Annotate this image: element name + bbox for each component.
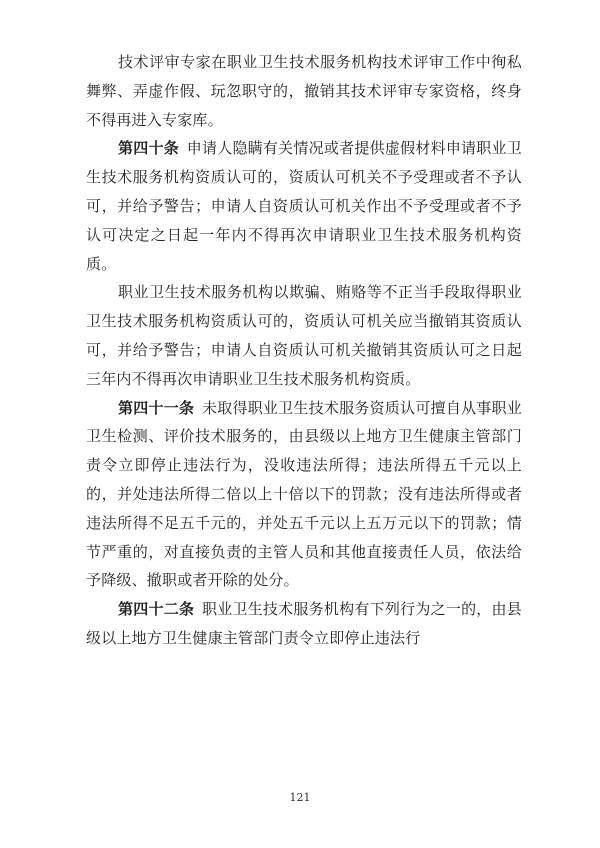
paragraph <box>86 48 522 134</box>
paragraph-text: 未取得职业卫生技术服务资质认可擅自从事职业卫生检测、评价技术服务的，由县级以上地方卫生健康主管部门责令立即停止违法行为，没收违法所得；违法所得五千元以上的，并处违法所得二倍以上十倍以下的罚款；没有违法所得或者违法所得不足五千元的，并处五千元以上五万元以下的罚款；情节严重的，对直接负责的主管人员和其他直接责任人员，依法给予降级、撤职或者开除的处分。 <box>86 398 522 590</box>
paragraph-text: 技术评审专家在职业卫生技术服务机构技术评审工作中徇私舞弊、弄虚作假、玩忽职守的，撤销其技术评审专家资格，终身不得再进入专家库。 <box>86 53 522 129</box>
page-number: 121 <box>289 791 311 804</box>
paragraph-text: 申请人隐瞒有关情况或者提供虚假材料申请职业卫生技术服务机构资质认可的，资质认可机关不予受理或者不予认可，并给予警告；申请人自资质认可机关作出不予受理或者不予认可决定之日起一年内不得再次申请职业卫生技术服务机构资质。 <box>86 139 522 273</box>
document-body <box>86 48 522 653</box>
paragraph <box>86 394 522 596</box>
paragraph-text: 职业卫生技术服务机构以欺骗、贿赂等不正当手段取得职业卫生技术服务机构资质认可的，资质认可机关应当撤销其资质认可，并给予警告；申请人自资质认可机关撤销其资质认可之日起三年内不得再次申请职业卫生技术服务机构资质。 <box>86 283 522 388</box>
article-heading: 第四十一条 <box>118 398 195 417</box>
paragraph <box>86 134 522 278</box>
paragraph <box>86 278 522 393</box>
paragraph-text: 职业卫生技术服务机构有下列行为之一的，由县级以上地方卫生健康主管部门责令立即停止违法行 <box>86 600 522 647</box>
article-heading: 第四十二条 <box>118 600 195 619</box>
paragraph <box>86 595 522 653</box>
article-heading: 第四十条 <box>118 139 179 158</box>
